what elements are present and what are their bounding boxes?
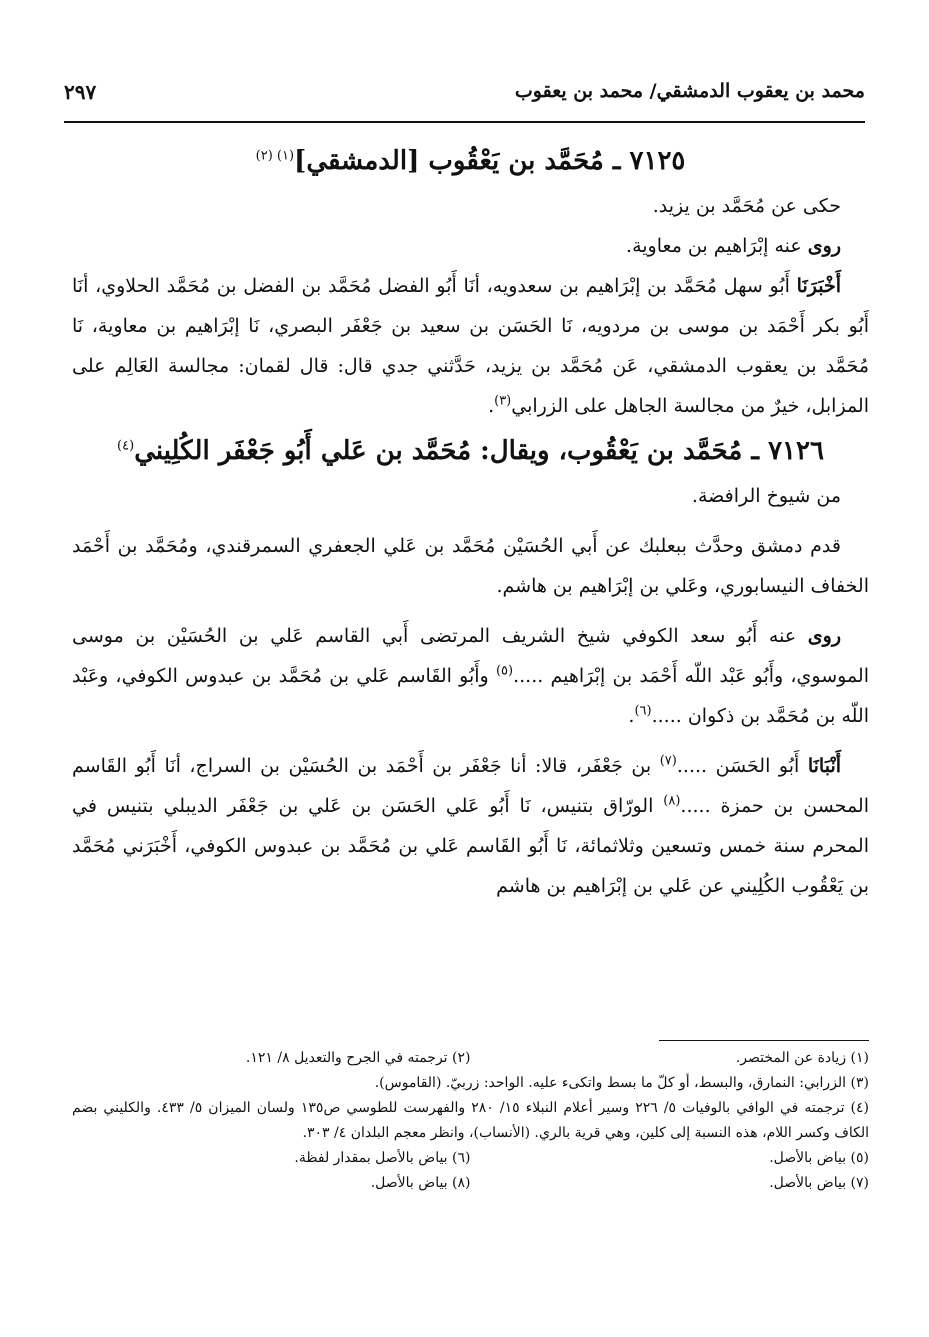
anbana-text-c: الورّاق بتنيس، نَا أَبُو عَلي الحَسَن بن عَلي بن جَعْفَر الديبلي بتنيس في المحرم سنة خمس وتسعين وثلاثمائة، نَا أَبُو القَاسم عَلي بن مُحَمَّد بن عبدوس الكوفي، أَخْبَرَني مُحَمَّد بن يَعْقُوب الكُلِيني عن عَلي بن إبْرَاهيم بن هاشم	[72, 795, 869, 897]
entry-7125-riwa	[72, 226, 869, 266]
entry-7126-riwa	[72, 616, 869, 736]
isnad-end: .	[488, 395, 495, 417]
header-rule	[64, 121, 865, 123]
footnote-row-7-8	[72, 1171, 869, 1196]
isnad-text: أَبُو سهل مُحَمَّد بن إبْرَاهيم بن سعدويه، أنَا أَبُو الفضل مُحَمَّد بن الفضل بن مُحَمَّد الحلاوي، أنَا أَبُو بكر أَحْمَد بن موسى بن مردويه، نَا الحَسَن بن سعيد بن جَعْفَر البصري، نَا إبْرَاهيم بن معاوية، نَا مُحَمَّد بن يعقوب الدمشقي، عَن مُحَمَّد بن يزيد، حَدَّثني جدي قال: قال لقمان: مجالسة العَالِم على المزابل، خيرٌ من مجالسة الجاهل على الزرابي	[72, 275, 869, 417]
footnote-4: (٤) ترجمته في الوافي بالوفيات ٥/ ٢٢٦ وسير أعلام النبلاء ١٥/ ٢٨٠ والفهرست للطوسي ص١٣٥ ولسان الميزان ٥/ ٤٣٣. والكليني بضم الكاف وكسر اللام، هذه النسبة إلى كلين، وهي قرية بالري. (الأنساب)، وانظر معجم البلدان ٤/ ٣٠٣.	[72, 1100, 870, 1141]
footnote-8: (٨) بياض بالأصل.	[370, 1175, 471, 1191]
footnote-ref-7: (٧)	[659, 753, 677, 769]
page-number: ٢٩٧	[64, 80, 97, 104]
footnote-7: (٧) بياض بالأصل.	[769, 1175, 869, 1191]
entry-7125-title	[72, 146, 869, 176]
entry-7126-anbana	[72, 746, 869, 906]
entry-7125-title-text: ٧١٢٥ ـ مُحَمَّد بن يَعْقُوب [الدمشقي]	[294, 146, 686, 176]
running-title: محمد بن يعقوب الدمشقي/ محمد بن يعقوب	[514, 80, 865, 102]
riwa-keyword: روى	[807, 235, 841, 257]
riwa-text-b: وأَبُو القَاسم عَلي بن مُحَمَّد بن عبدوس الكوفي، وعَبْد اللّه بن مُحَمَّد بن ذكوان .....	[72, 665, 869, 727]
footnote-row-1-2	[72, 1046, 869, 1071]
footnote-rule	[659, 1040, 869, 1041]
anbana-keyword: أَنْبَانَا	[807, 755, 842, 777]
entry-7126-qadima: قدم دمشق وحدَّث ببعلبك عن أَبي الحُسَيْن مُحَمَّد بن عَلي الجعفري السمرقندي، ومُحَمَّد بن أَحْمَد الخفاف النيسابوري، وعَلي بن إبْرَاهيم بن هاشم.	[72, 535, 869, 597]
akhbarana-keyword: أَخْبَرَنَا	[796, 275, 841, 297]
riwa-text: عنه إبْرَاهيم بن معاوية.	[626, 235, 808, 257]
footnote-1: (١) زيادة عن المختصر.	[735, 1050, 869, 1066]
entry-7126-title	[72, 436, 869, 466]
entry-7126-title-text: ٧١٢٦ ـ مُحَمَّد بن يَعْقُوب، ويقال: مُحَمَّد بن عَلي أَبُو جَعْفَر الكُلِيني	[134, 436, 824, 466]
entry-7126-line1: من شيوخ الرافضة.	[691, 485, 841, 507]
riwa-end: .	[628, 705, 635, 727]
anbana-text-b: بن جَعْفَر، قالا: أنا جَعْفَر بن أَحْمَد بن الحُسَيْن بن السراج، أنَا أَبُو القَاسم المحسن بن حمزة .....	[72, 755, 869, 817]
footnote-3: (٣) الزرابي: النمارق، والبسط، أو كلّ ما بسط واتكىء عليه. الواحد: زربيّ. (القاموس).	[374, 1075, 869, 1091]
page-header	[64, 80, 865, 114]
footnote-6: (٦) بياض بالأصل بمقدار لفظة.	[294, 1150, 471, 1166]
riwa-keyword-2: روى	[807, 625, 841, 647]
anbana-text-a: أَبُو الحَسَن .....	[676, 755, 808, 777]
footnote-ref-3: (٣)	[494, 393, 512, 409]
footnote-ref-8: (٨)	[663, 793, 681, 809]
footnote-2: (٢) ترجمته في الجرح والتعديل ٨/ ١٢١.	[245, 1050, 471, 1066]
footnote-5: (٥) بياض بالأصل.	[769, 1150, 869, 1166]
footnote-row-5-6	[72, 1146, 869, 1171]
entry-7125-line1: حكى عن مُحَمَّد بن يزيد.	[652, 195, 841, 217]
footnotes	[72, 1046, 869, 1196]
page-body	[72, 140, 869, 906]
entry-7125-footnote-refs: (١) (٢)	[255, 148, 295, 164]
entry-7126-footnote-ref: (٤)	[117, 438, 135, 454]
footnote-ref-5: (٥)	[495, 663, 514, 679]
footnote-ref-6: (٦)	[634, 703, 652, 719]
entry-7125-isnad	[72, 266, 869, 426]
riwa-text-a: عنه أَبُو سعد الكوفي شيخ الشريف المرتضى أَبي القاسم عَلي بن الحُسَيْن بن موسى الموسوي، وأَبُو عَبْد اللّه أَحْمَد بن إبْرَاهيم .....	[72, 625, 870, 687]
